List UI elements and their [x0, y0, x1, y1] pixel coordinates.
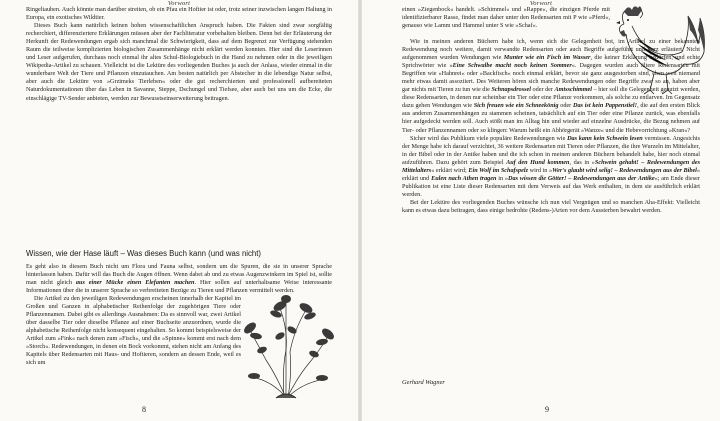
paragraph: Dieses Buch kann natürlich keinen hohen wissenschaftlichen Anspruch haben. Die Fakten sind zwar sorgfältig recherchiert, differenziertere Erklärungen müssen aber der Fachliteratur vorbehalten bleiben. Denn bei der Erläuterung der Herkunft der Redewendungen ergab sich manchmal die Schwierigkeit, dass auf dem Begrenzt zur Verfügung stehenden Raum die teilweise komplizierten biologischen Zusammenhänge nicht erklärt werden konnten. Hier sind die Leserinnen und Leser aufgerufen, durchaus noch einmal ihr altes Schul-Biologiebuch in die Hand zu nehmen oder in die jeweiligen Wikipedia-Artikel zu schauen. Vielleicht ist die Lektüre des vorliegenden Buches ja auch der Anlass, wieder einmal in die wunderbare Welt der Tiere und Pflanzen einzutauchen. Am besten natürlich per Abstecher in die lebendige Natur selbst, aber auch die Lektüre von »Grzimeks Tierleben« oder die gut recherchierten und professionell aufbereiteten Naturdokumentationen über das Leben in Savanne, Steppe, Dschungel und Tiefsee, aber auch bei uns um die Ecke, die einschlägige TV-Sender anbieten, werden zur Bewusstseinserweiterung beitragen. — [26, 22, 332, 102]
left-section-text-narrow — [26, 295, 241, 367]
idiom-highlight: Eine Schwalbe macht noch keinen Sommer — [452, 62, 572, 70]
paragraph: Sicher wird das Publikum viele populäre Redewendungen wie Das kann kein Schwein lesen vermissen. Angesichts der Menge habe ich darauf verzichtet, 36 weitere Redensarten mit Tieren oder Pflanzen, die ihre Wurzeln im Mittelalter, in der Bibel oder in der Antike haben und die ich schon in meinen anderen Büchern behandelt habe, hier noch einmal aufzuführen. Dazu gehört zum Beispiel Auf den Hund kommen, das in »Schwein gehabt! – Redewendungen des Mittelalters« erklärt wird; Ein Wolf im Schafspelz wird in »Wer's glaubt wird selig! – Redewendungen aus der Bibel« erklärt und Eulen nach Athen tragen in »Das wissen die Götter! – Redewendungen aus der Antike«; am Ende dieser Publikation ist eine Liste dieser Redensarten mit dem Verweis auf das Werk enthalten, in dem sie ausführlich erklärt werden. — [402, 134, 701, 198]
book-title: Das wissen die Götter! – Redewendungen aus der Antike — [508, 174, 655, 182]
celery-plant-illustration — [236, 290, 336, 400]
right-top-text — [402, 6, 610, 30]
idiom-highlight: Sich freuen wie ein Schneekönig — [473, 102, 559, 110]
page-number-left: 8 — [142, 405, 146, 414]
book-title: Wer's glaubt wird selig! – Redewendungen aus der Bibel — [552, 166, 697, 174]
paragraph: Ringeltauben. Auch könnte man darüber streiten, ob ein Pfau ein Hoftier ist oder, trotz seiner inzwischen langen Haltung in Europa, ein exotisches Wildtier. — [26, 6, 332, 22]
idiom-highlight: aus einer Mücke einen Elefanten machen — [75, 279, 195, 287]
idiom-highlight: Eulen nach Athen tragen — [431, 174, 497, 182]
idiom-highlight: Schnapsdrossel — [491, 86, 531, 94]
left-page — [0, 0, 358, 421]
paragraph: Die Artikel zu den jeweiligen Redewendungen erscheinen innerhalb der Kapitel im Großen und Ganzen in alphabetischer Reihenfolge der zugehörigen Tiere oder Pflanzennamen. Dabei gibt es allerdings Ausnahmen: Da es sinnvoll war, zwei Artikel über dasselbe Tier oder dieselbe Pflanze auf einer Buchseite anzuordnen, wurde die alphabetische Reihenfolge nicht konsequent eingehalten. So kommt beispielsweise der Artikel zum »Fink« nach denen zum »Fisch«, und die »Spinne« kommt erst nach dem »Storch«. Redewendungen, in denen ein Bock vorkommt, stehen nicht am Anfang des Kapitels über Redensarten mit Haus- und Hoftieren, sondern an dessen Ende, weil es sich um — [26, 295, 241, 367]
idiom-highlight: Das ist kein Pappenstiel! — [572, 102, 638, 110]
left-intro-text — [26, 6, 332, 103]
right-main-text — [402, 38, 700, 215]
running-head-right: Vorwort — [529, 0, 553, 7]
paragraph: einen »Ziegenbock« handelt. »Schimmel« und »Rappe«, die einzigen Pferde mit identifizierbarer Rasse, findet man daher unter den Redensarten mit P wie »Pferd«, genauso wie Lamm und Hammel unter S wie »Schaf«. — [402, 6, 610, 30]
author-signature: Gerhard Wagner — [402, 379, 445, 386]
running-head-left: Vorwort — [167, 0, 191, 7]
idiom-highlight: Amtsschimmel — [554, 86, 593, 94]
idiom-highlight: Munter wie ein Fisch im Wasser — [503, 54, 591, 62]
paragraph: Wie in meinen anderen Büchern habe ich, wenn sich die Gelegenheit bot, im Artikel zu einer bekannten Redewendung noch weitere, damit verwandte Redensarten oder auch Begriffe aufgeführt und kurz erläutert. Nicht aufgenommen wurden Wendungen wie Munter wie ein Fisch im Wasser, die keiner Erklärung bedürfen, und echte Sprichwörter wie »Eine Schwalbe macht noch keinen Sommer«. Dagegen wurden auch ältere Redensarten mit Begriffen wie »Hahnrei« oder »Backfisch« noch einmal erklärt, bevor sie ganz ausgestorben sind, eben weil niemand mehr etwas damit assoziiert. Des Weiteren hören sich manche Redewendungen oder Begriffe zwar so an, haben aber gar nichts mit Tieren zu tun wie die Schnapsdrossel oder der Amtsschimmel – hier soll die Gelegenheit genutzt werden, diese Redensarten, in denen nur scheinbar ein Tier oder eine Pflanze vorkommen, als solche zu entlarven. Im Gegensatz dazu gehen Wendungen wie Sich freuen wie ein Schneekönig oder Das ist kein Pappenstiel!, die auf den ersten Blick aus anderen Zusammenhängen zu stammen scheinen, tatsächlich auf ein Tier oder eine Pflanze zurück, was ebenfalls hier aufgedeckt werden soll. Auch stößt man im Alltag hin und wieder auf einzelne Ausdrücke, die Bezug nehmen auf Tier- oder Pflanzennamen oder so klingen: Warum heißt ein Abhörgerät »Wanze« und die Hebevorrichtung »Kran«? — [402, 38, 701, 134]
idiom-highlight: Ein Wolf im Schafspelz — [468, 166, 528, 174]
right-page — [362, 0, 720, 421]
paragraph: Bei der Lektüre des vorliegenden Buches wünsche ich nun viel Vergnügen und so manchen Aha-Effekt: Vielleicht kann es etwas dazu beitragen, dass einige bedrohte (Redens-)Arten vor dem Aussterben bewahrt werden. — [402, 198, 700, 214]
page-number-right: 9 — [545, 405, 549, 414]
paragraph: Es geht also in diesem Buch nicht um Flora und Fauna selbst, sondern um die Spuren, die sie in unserer Sprache hinterlassen haben. Dafür will das Buch die Augen öffnen. Wenn dabei ab und zu etwas Augenzwinkern im Spiel ist, sollte man nicht gleich aus einer Mücke einen Elefanten machen. Hier sollen auf unterhaltsame Weise interessante Informationen über die in unserer Sprache so verbreiteten Bezüge zu Tieren und Pflanzen vermittelt werden. — [26, 263, 332, 295]
idiom-highlight: Das kann kein Schwein lesen — [567, 134, 643, 142]
section-heading: Wissen, wie der Hase läuft – Was dieses Buch kann (und was nicht) — [26, 249, 262, 258]
idiom-highlight: Auf den Hund kommen — [506, 158, 570, 166]
book-title: Schwein gehabt! – Redewendungen des Mittelalters — [402, 158, 701, 174]
